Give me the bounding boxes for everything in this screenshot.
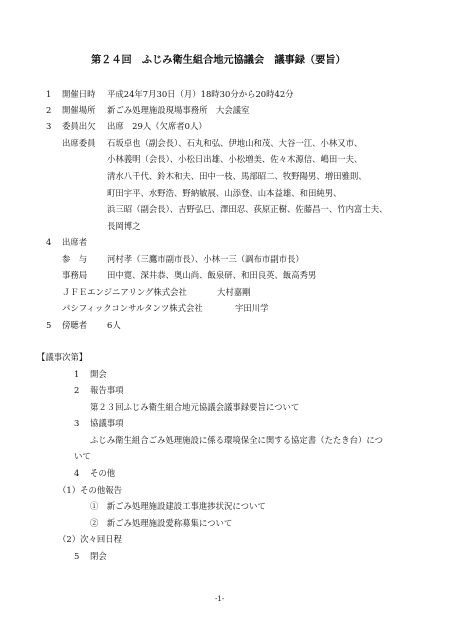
attendees-line: 浜三昭（副会長）、吉野弘巳、澤田忍、荻原正樹、佐藤昌一、竹内富士夫、 bbox=[107, 204, 388, 214]
attendees-line: 長岡博之 bbox=[107, 221, 141, 231]
page-title: 第２４回 ふじみ衛生組合地元協議会 議事録（要旨） bbox=[91, 55, 346, 66]
attendees-line: 町田宇平、水野浩、野納敏展、山添登、山本益雄、和田純男、 bbox=[107, 188, 342, 198]
jimukyoku-label: 事務局 bbox=[62, 270, 88, 280]
company-name: パシフィックコンサルタンツ株式会社 bbox=[62, 303, 203, 313]
agenda-item: ふじみ衛生組合ごみ処理施設に係る環境保全に関する協定書（たたき台）につ bbox=[90, 435, 383, 445]
section-num: 4 bbox=[46, 237, 52, 247]
company-name: ＪＦＥエンジニアリング株式会社 bbox=[62, 287, 187, 297]
attendees-line: 小林義明（会長）、小松日出雄、小松増美、佐々木源信、嶋田一夫、 bbox=[107, 154, 363, 164]
agenda-subitem: ② 新ごみ処理施設愛称募集について bbox=[90, 518, 233, 528]
agenda-item: 報告事項 bbox=[90, 385, 124, 395]
agenda-item: その他 bbox=[90, 468, 116, 478]
company-person: 大村嘉剛 bbox=[217, 287, 251, 297]
info-value: 出席 29人（欠席者0人） bbox=[107, 121, 207, 131]
info-value: 新ごみ処理施設現場事務所 大会議室 bbox=[107, 105, 250, 115]
attendees-label: 出席委員 bbox=[62, 138, 96, 148]
agenda-subitem: （2）次々回日程 bbox=[58, 534, 122, 544]
agenda-num: 3 bbox=[74, 418, 80, 428]
agenda-num: 1 bbox=[74, 369, 80, 379]
company-person: 宇田川学 bbox=[235, 303, 269, 313]
info-value: 平成24年7月30日（月）18時30分から20時42分 bbox=[107, 89, 294, 99]
info-num: 1 bbox=[46, 89, 52, 99]
agenda-subitem: ① 新ごみ処理施設建設工事進捗状況について bbox=[90, 501, 266, 511]
section-value: 6人 bbox=[107, 320, 121, 330]
sanyo-value: 河村孝（三鷹市副市長）、小林一三（調布市副市長） bbox=[107, 254, 304, 264]
agenda-num: 5 bbox=[74, 551, 80, 561]
attendees-line: 清水八千代、鈴木和夫、田中一枝、馬部昭二、牧野陽男、増田雅則、 bbox=[107, 171, 367, 181]
info-num: 2 bbox=[46, 105, 52, 115]
agenda-item: 閉会 bbox=[90, 551, 107, 561]
section-num: 5 bbox=[46, 320, 52, 330]
info-label: 開催日時 bbox=[62, 89, 96, 99]
agenda-item: 第２３回ふじみ衛生組合地元協議会議事録要旨について bbox=[90, 402, 300, 412]
agenda-num: 2 bbox=[74, 385, 80, 395]
agenda-item: 協議事項 bbox=[90, 418, 124, 428]
agenda-item: いて bbox=[74, 451, 91, 461]
attendees-line: 石坂卓也（副会長）、石丸和弘、伊地山和茂、大谷一江、小林又市、 bbox=[107, 138, 363, 148]
agenda-heading: 【議事次第】 bbox=[37, 352, 88, 362]
sanyo-label: 参 与 bbox=[62, 254, 88, 264]
info-label: 開催場所 bbox=[62, 105, 96, 115]
jimukyoku-value: 田中寛、深井恭、奥山尚、飯泉研、和田良英、飯高秀男 bbox=[107, 270, 317, 280]
agenda-item: 開会 bbox=[90, 369, 107, 379]
agenda-subitem: （1）その他報告 bbox=[58, 485, 122, 495]
section-label: 傍聴者 bbox=[62, 320, 88, 330]
agenda-num: 4 bbox=[74, 468, 80, 478]
page-number: -1- bbox=[215, 595, 225, 603]
section-label: 出席者 bbox=[62, 237, 88, 247]
info-num: 3 bbox=[46, 121, 52, 131]
info-label: 委員出欠 bbox=[62, 121, 96, 131]
